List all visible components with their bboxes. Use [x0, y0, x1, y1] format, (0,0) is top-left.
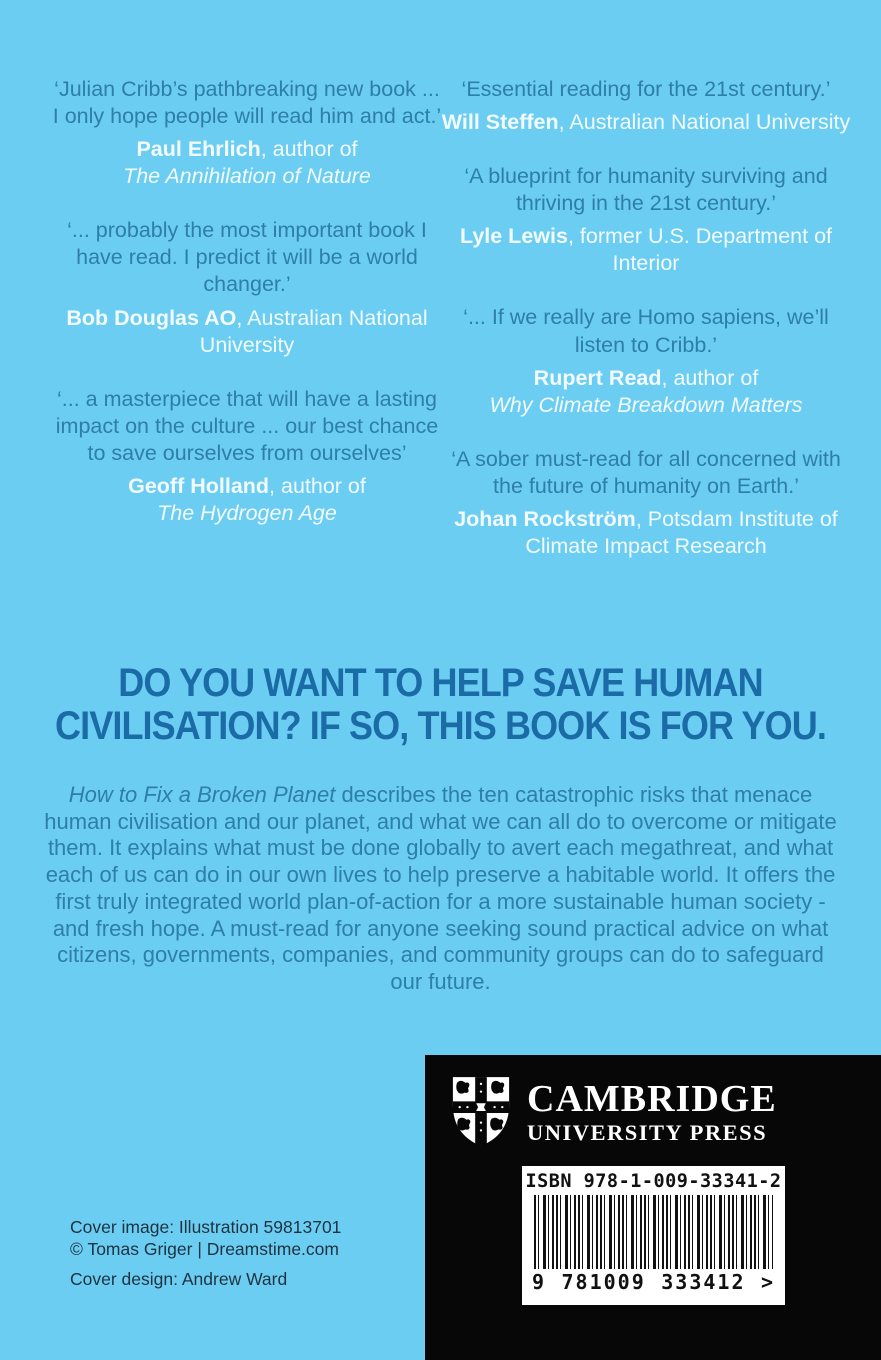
attribution-work: Why Climate Breakdown Matters — [489, 392, 803, 417]
quotes-column-right — [440, 76, 852, 587]
quote-block — [52, 217, 442, 358]
barcode-bars — [534, 1195, 773, 1269]
quote-text: ‘... probably the most important book I have read. I predict it will be a world changer.’ — [67, 218, 427, 297]
attribution-suffix: , author of — [269, 473, 366, 498]
barcode-digit-group1: 781009 — [561, 1270, 646, 1294]
attribution-suffix: , former U.S. Department of Interior — [567, 224, 832, 276]
barcode-digits — [522, 1269, 785, 1294]
credit-cover-design: Cover design: Andrew Ward — [70, 1269, 288, 1290]
attribution-name: Geoff Holland — [128, 473, 270, 498]
quote-block — [440, 304, 852, 418]
attribution-suffix: , Potsdam Institute of Climate Impact Research — [525, 506, 838, 559]
attribution-suffix: , author of — [661, 365, 759, 390]
quote-block — [440, 76, 852, 136]
headline — [44, 662, 837, 748]
barcode-arrow: > — [760, 1270, 775, 1294]
attribution-work: The Hydrogen Age — [157, 501, 337, 526]
quote-block — [440, 446, 852, 560]
barcode-digit-group2: 333412 — [661, 1270, 746, 1294]
cambridge-shield-icon — [450, 1074, 512, 1153]
attribution-suffix: , author of — [260, 137, 358, 162]
quote-block — [440, 163, 852, 277]
attribution — [440, 365, 852, 392]
barcode-digit-lead: 9 — [532, 1270, 547, 1294]
attribution-suffix: , Australian National University — [558, 110, 851, 135]
cover-credits — [70, 1216, 341, 1291]
attribution-name: Bob Douglas AO — [66, 305, 237, 330]
attribution-suffix: , Australian National University — [199, 305, 428, 357]
blurb — [40, 782, 841, 996]
quote-text: ‘A blueprint for humanity surviving and thriving in the 21st century.’ — [464, 164, 828, 216]
quote-text: ‘... a masterpiece that will have a lasting impact on the culture ... our best chance to save ourselves from ourselves’ — [55, 386, 439, 465]
attribution — [52, 473, 442, 500]
isbn-label: ISBN 978-1-009-33341-2 — [525, 1171, 782, 1192]
quote-text: ‘Essential reading for the 21st century.’ — [461, 77, 831, 101]
headline-line2: CIVILISATION? IF SO, THIS BOOK IS FOR YOU. — [55, 703, 826, 748]
blurb-text: describes the ten catastrophic risks that menace human civilisation and our planet, and what we can all do to overcome or mitigate them. It explains what must be done globally to avert each megathreat, and what each of us can do in our own lives to help preserve a habitable world. It offers the first truly integrated world plan-of-action for a more sustainable human society - and fresh hope. A must-read for anyone seeking sound practical advice on what citizens, governments, companies, and community groups can do to safeguard our future. — [44, 782, 837, 995]
publisher-name-line1: CAMBRIDGE — [527, 1078, 777, 1121]
publisher-name — [527, 1080, 777, 1147]
quote-text: ‘A sober must-read for all concerned with the future of humanity on Earth.’ — [451, 446, 841, 498]
attribution — [440, 109, 852, 136]
isbn-barcode — [522, 1166, 785, 1305]
quote-block — [52, 386, 442, 527]
headline-line1: DO YOU WANT TO HELP SAVE HUMAN — [118, 661, 763, 705]
quote-block — [52, 76, 442, 190]
attribution-name: Will Steffen — [441, 110, 559, 135]
attribution — [52, 305, 442, 359]
quotes-column-left — [52, 76, 442, 554]
attribution-name: Paul Ehrlich — [136, 137, 261, 162]
publisher-logo — [425, 1055, 881, 1153]
attribution-work: The Annihilation of Nature — [123, 164, 371, 189]
attribution — [52, 136, 442, 163]
publisher-name-line2: UNIVERSITY PRESS — [527, 1119, 768, 1145]
publisher-block — [425, 1055, 881, 1360]
credit-copyright: © Tomas Griger | Dreamstime.com — [70, 1239, 339, 1260]
blurb-book-title: How to Fix a Broken Planet — [68, 782, 336, 807]
quote-text: ‘Julian Cribb’s pathbreaking new book ... I only hope people will read him and act.’ — [52, 77, 442, 129]
credit-cover-image: Cover image: Illustration 59813701 — [70, 1217, 342, 1237]
quote-text: ‘... If we really are Homo sapiens, we’ll listen to Cribb.’ — [463, 305, 829, 357]
attribution-name: Lyle Lewis — [459, 224, 568, 249]
attribution-name: Rupert Read — [533, 365, 662, 390]
attribution-name: Johan Rockström — [454, 506, 636, 531]
attribution — [440, 223, 852, 277]
attribution — [440, 506, 852, 560]
